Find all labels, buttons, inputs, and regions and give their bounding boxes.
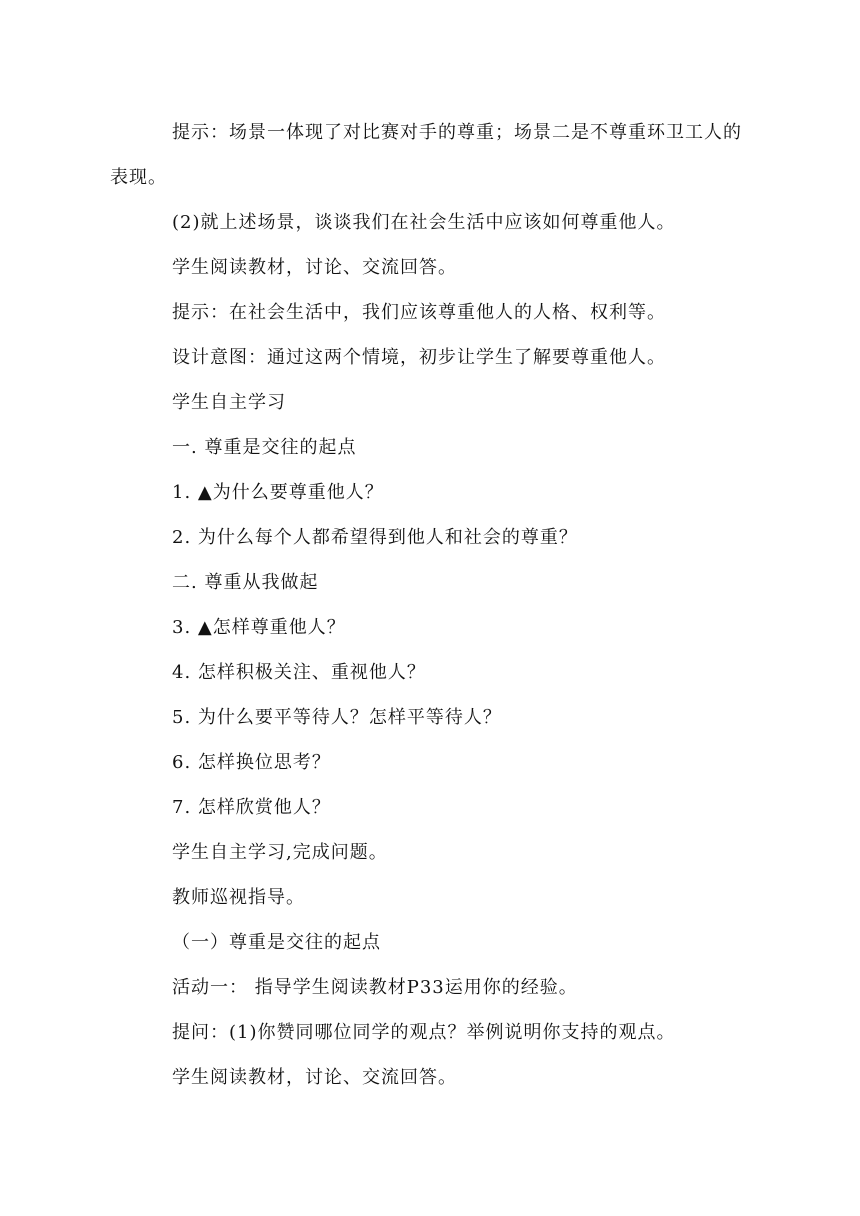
question-item-5: 5. 为什么要平等待人？怎样平等待人？ bbox=[172, 707, 502, 728]
hint-paragraph-2: 提示：在社会生活中，我们应该尊重他人的人格、权利等。 bbox=[172, 302, 666, 323]
section-one-heading: 一. 尊重是交往的起点 bbox=[172, 437, 357, 458]
subsection-one-heading: （一）尊重是交往的起点 bbox=[172, 932, 381, 953]
question-item-3: 3. ▲怎样尊重他人？ bbox=[172, 617, 346, 638]
question-item-4: 4. 怎样积极关注、重视他人？ bbox=[172, 662, 426, 683]
activity-one-paragraph: 活动一： 指导学生阅读教材P33运用你的经验。 bbox=[172, 977, 578, 998]
teacher-guidance-paragraph: 教师巡视指导。 bbox=[172, 887, 305, 908]
student-reading-paragraph-2: 学生阅读教材，讨论、交流回答。 bbox=[172, 1067, 457, 1088]
question-prompt-paragraph: 提问：(1)你赞同哪位同学的观点？举例说明你支持的观点。 bbox=[172, 1022, 676, 1043]
self-study-instruction: 学生自主学习,完成问题。 bbox=[172, 842, 388, 863]
self-study-heading: 学生自主学习 bbox=[172, 392, 286, 413]
question-item-6: 6. 怎样换位思考？ bbox=[172, 752, 331, 773]
design-intent-paragraph: 设计意图：通过这两个情境，初步让学生了解要尊重他人。 bbox=[172, 347, 666, 368]
student-reading-paragraph-1: 学生阅读教材，讨论、交流回答。 bbox=[172, 257, 457, 278]
section-two-heading: 二. 尊重从我做起 bbox=[172, 572, 319, 593]
question-item-7: 7. 怎样欣赏他人？ bbox=[172, 797, 331, 818]
question-item-1: 1. ▲为什么要尊重他人？ bbox=[172, 482, 384, 503]
hint-paragraph-1: 提示：场景一体现了对比赛对手的尊重；场景二是不尊重环卫工人的表现。 bbox=[110, 122, 742, 188]
question-2-paragraph: (2)就上述场景，谈谈我们在社会生活中应该如何尊重他人。 bbox=[172, 212, 676, 233]
question-item-2: 2. 为什么每个人都希望得到他人和社会的尊重？ bbox=[172, 527, 578, 548]
